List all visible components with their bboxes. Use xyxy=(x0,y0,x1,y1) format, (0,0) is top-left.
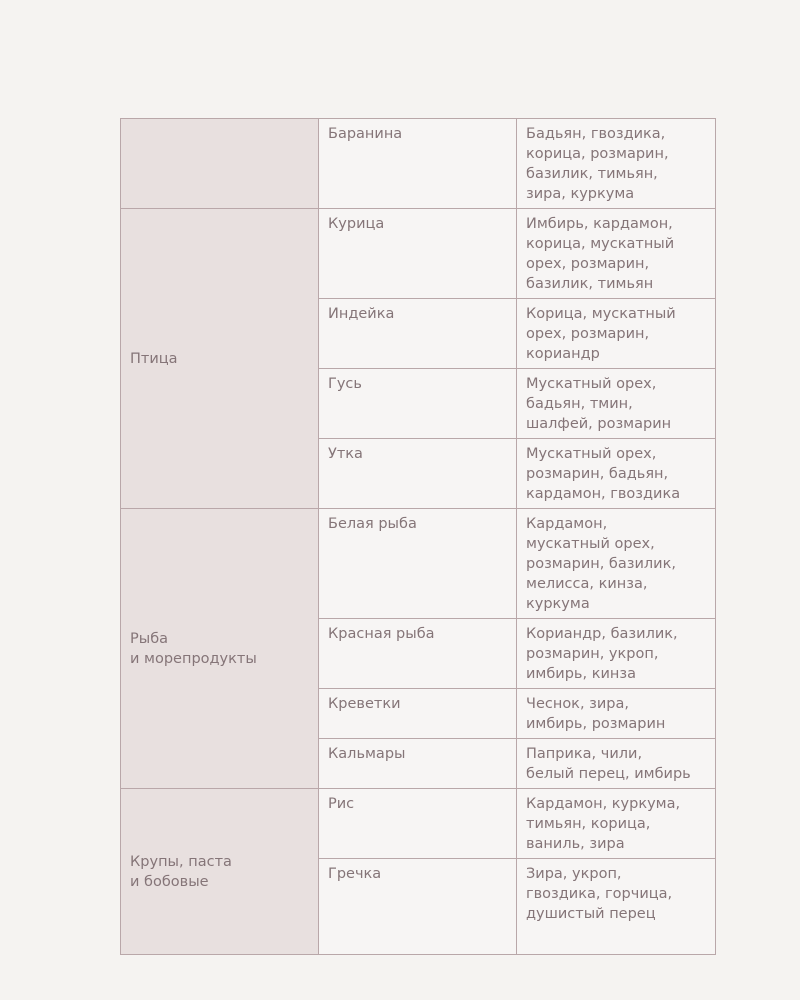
spice-line: розмарин, бадьян, xyxy=(526,466,669,482)
spices-cell xyxy=(517,739,716,789)
table-row xyxy=(121,209,716,299)
spice-line: шалфей, розмарин xyxy=(526,416,672,432)
category-label: и морепродукты xyxy=(130,651,257,667)
spice-line: мускатный орех, xyxy=(526,536,655,552)
spice-line: тимьян, корица, xyxy=(526,816,651,832)
spice-line: розмарин, укроп, xyxy=(526,646,659,662)
spice-line: белый перец, имбирь xyxy=(526,766,691,782)
table-row xyxy=(121,509,716,619)
spice-line: имбирь, розмарин xyxy=(526,716,666,732)
spice-line: зира, куркума xyxy=(526,186,635,202)
category-cell xyxy=(121,509,319,789)
category-cell xyxy=(121,209,319,509)
spice-line: бадьян, тмин, xyxy=(526,396,633,412)
table-row xyxy=(121,789,716,859)
category-label: Птица xyxy=(130,351,178,367)
table-row xyxy=(121,119,716,209)
spices-cell xyxy=(517,439,716,509)
spices-cell xyxy=(517,619,716,689)
category-cell xyxy=(121,119,319,209)
spices-cell xyxy=(517,299,716,369)
category-label: и бобовые xyxy=(130,874,209,890)
spice-line: Бадьян, гвоздика, xyxy=(526,126,666,142)
food-cell: Гусь xyxy=(319,369,517,439)
spice-line: корица, мускатный xyxy=(526,236,675,252)
spice-line: имбирь, кинза xyxy=(526,666,636,682)
food-cell: Гречка xyxy=(319,859,517,955)
spice-line: орех, розмарин, xyxy=(526,256,650,272)
spice-line: Зира, укроп, xyxy=(526,866,622,882)
spices-cell xyxy=(517,859,716,955)
food-cell: Курица xyxy=(319,209,517,299)
food-cell: Утка xyxy=(319,439,517,509)
spice-line: гвоздика, горчица, xyxy=(526,886,673,902)
table-body xyxy=(121,119,716,955)
spice-line: Кориандр, базилик, xyxy=(526,626,678,642)
spices-cell xyxy=(517,119,716,209)
spices-cell xyxy=(517,689,716,739)
spice-pairing-table xyxy=(120,118,716,955)
category-label: Рыба xyxy=(130,631,169,647)
spice-line: Кардамон, xyxy=(526,516,608,532)
food-cell: Красная рыба xyxy=(319,619,517,689)
spices-cell xyxy=(517,209,716,299)
spice-line: базилик, тимьян xyxy=(526,276,654,292)
spice-line: Корица, мускатный xyxy=(526,306,676,322)
food-cell: Кальмары xyxy=(319,739,517,789)
food-cell: Индейка xyxy=(319,299,517,369)
spice-line: орех, розмарин, xyxy=(526,326,650,342)
spice-line: мелисса, кинза, xyxy=(526,576,648,592)
spices-cell xyxy=(517,369,716,439)
food-cell: Рис xyxy=(319,789,517,859)
spice-line: ваниль, зира xyxy=(526,836,625,852)
spice-line: кориандр xyxy=(526,346,600,362)
spice-line: Мускатный орех, xyxy=(526,376,657,392)
spice-line: базилик, тимьян, xyxy=(526,166,658,182)
category-label: Крупы, паста xyxy=(130,854,232,870)
spices-cell xyxy=(517,789,716,859)
spice-line: куркума xyxy=(526,596,590,612)
spices-cell xyxy=(517,509,716,619)
spice-line: кардамон, гвоздика xyxy=(526,486,681,502)
category-cell xyxy=(121,789,319,955)
spice-line: Чеснок, зира, xyxy=(526,696,629,712)
spice-line: душистый перец xyxy=(526,906,656,922)
spice-line: Мускатный орех, xyxy=(526,446,657,462)
food-cell: Креветки xyxy=(319,689,517,739)
spice-line: Кардамон, куркума, xyxy=(526,796,681,812)
spice-line: Паприка, чили, xyxy=(526,746,643,762)
food-cell: Баранина xyxy=(319,119,517,209)
food-cell: Белая рыба xyxy=(319,509,517,619)
spice-line: корица, розмарин, xyxy=(526,146,669,162)
spice-line: розмарин, базилик, xyxy=(526,556,676,572)
spice-line: Имбирь, кардамон, xyxy=(526,216,673,232)
